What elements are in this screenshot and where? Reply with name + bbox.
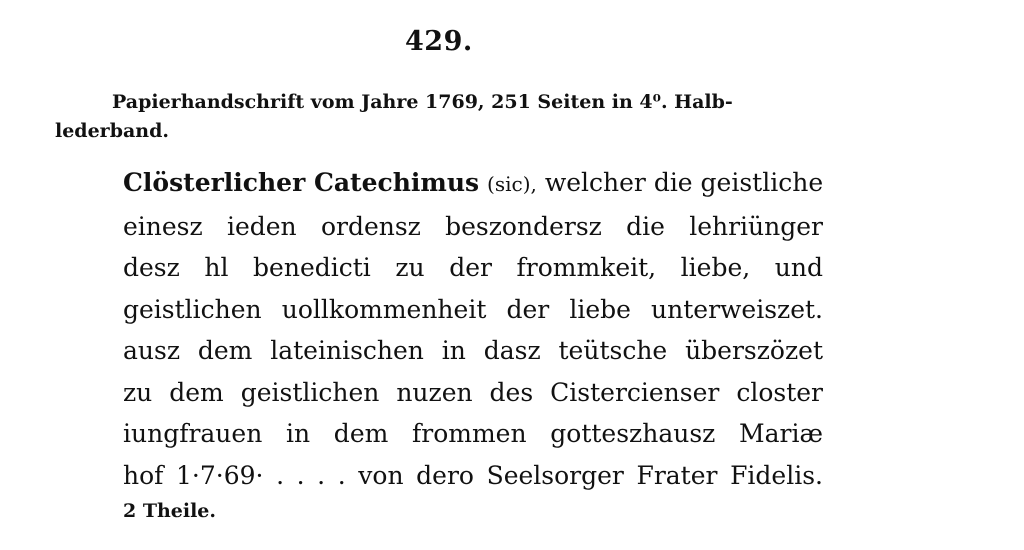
entry-line: ausz dem lateinischen in dasz teütsche überszözet [123,336,823,365]
entry-line: hof 1·7·69· . . . . von dero Seelsorger Frater Fidelis. [123,460,823,490]
entry-line: iungfrauen in dem frommen gotteszhausz Mariæ [123,419,823,448]
entry-line: geistlichen uollkommenheit der liebe unterweiszet. [123,294,823,324]
entry-line: desz hl benedicti zu der frommkeit, liebe, und [123,253,823,282]
entry-line: einesz ieden ordensz beszondersz die lehriünger [123,211,823,241]
entry-heading: Clösterlicher Catechimus [123,168,480,197]
entry-line-1-rest: welcher die geistliche [544,168,824,197]
parts-note: 2 Theile. [123,500,217,522]
page-number: 429. [405,26,473,57]
catalog-entry [123,162,823,496]
description-line-2: lederband. [55,120,169,142]
sic-note: (sic), [487,172,537,196]
manuscript-description [55,88,825,146]
description-line-1: Papierhandschrift vom Jahre 1769, 251 Seiten in 4⁰. Halb- [112,91,733,113]
entry-line: zu dem geistlichen nuzen des Cistercienser closter [123,377,823,407]
entry-line-1 [123,162,823,206]
